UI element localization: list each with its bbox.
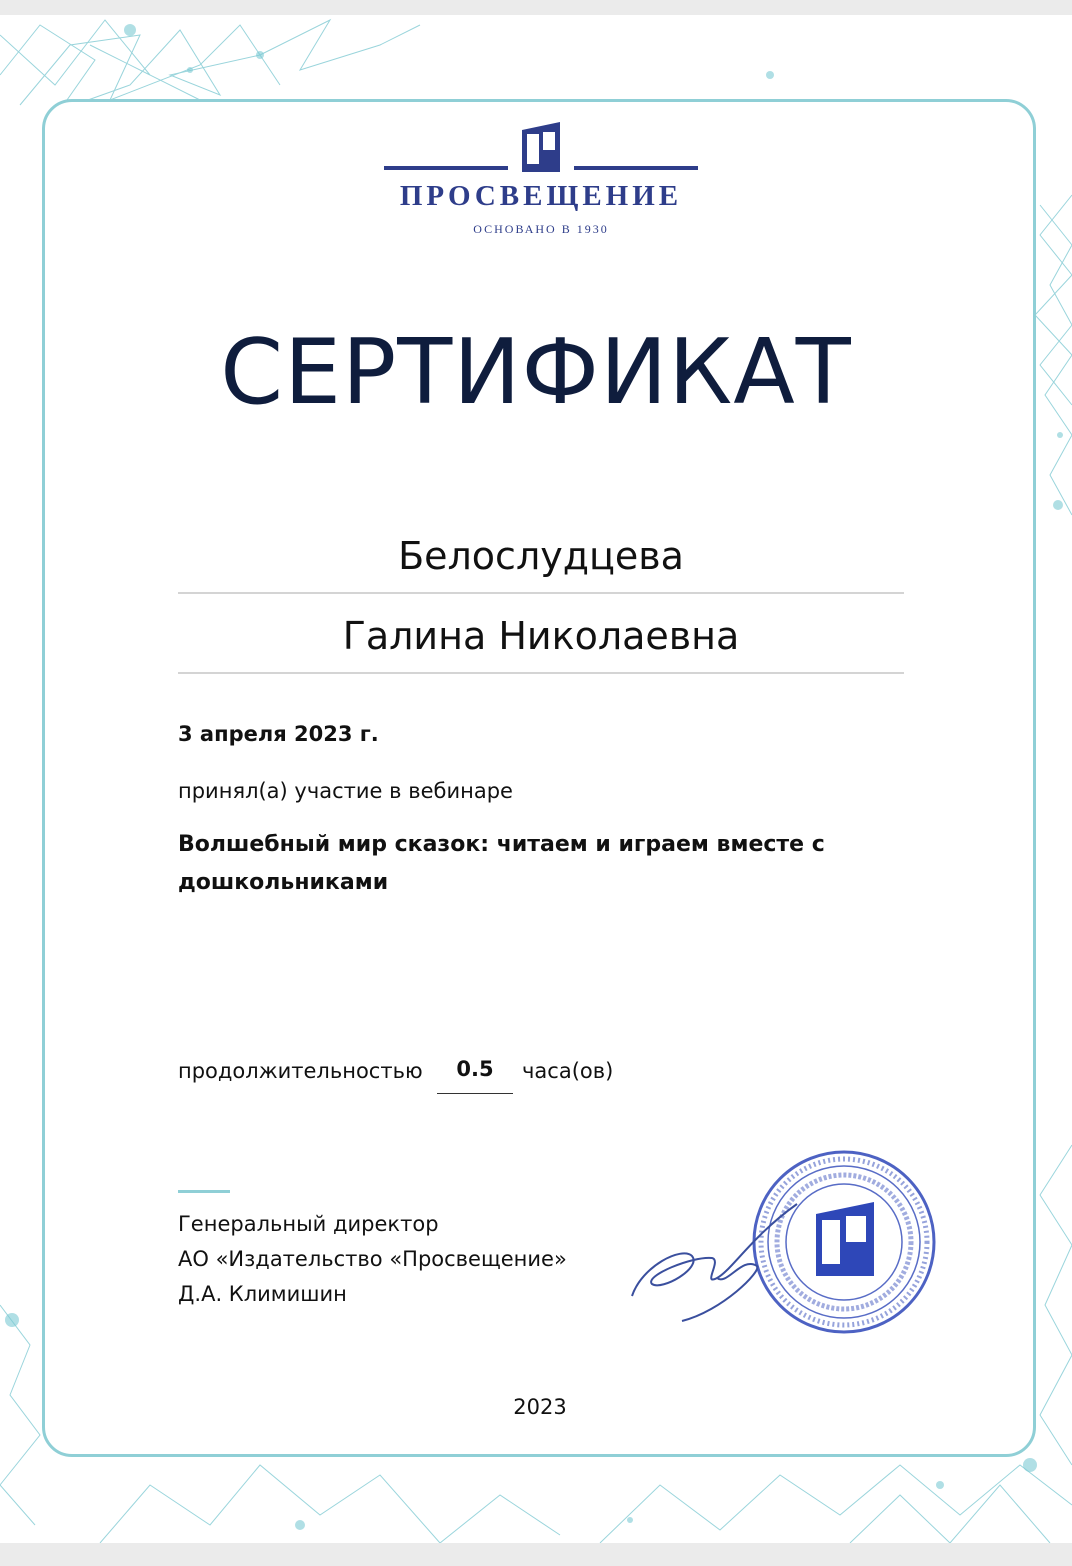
- certificate-year: 2023: [513, 1395, 567, 1419]
- certificate-title: СЕРТИФИКАТ: [220, 320, 852, 425]
- recipient-surname: Белослудцева: [178, 528, 904, 594]
- prosveshchenie-logo: [384, 110, 698, 240]
- logo-subtitle: ОСНОВАНО В 1930: [473, 222, 609, 236]
- duration-prefix: продолжительностью: [178, 1059, 423, 1083]
- signatory-position: Генеральный директор: [178, 1212, 439, 1236]
- webinar-title: Волшебный мир сказок: читаем и играем вместе с дошкольниками: [178, 832, 825, 895]
- certificate-date: 3 апреля 2023 г.: [178, 722, 379, 746]
- signatory-company: АО «Издательство «Просвещение»: [178, 1247, 567, 1271]
- signatory-name: Д.А. Климишин: [178, 1282, 347, 1306]
- logo-emblem-icon: [384, 110, 698, 180]
- signature-icon: [622, 1196, 802, 1326]
- recipient-given-names: Галина Николаевна: [178, 608, 904, 674]
- duration-suffix: часа(ов): [522, 1059, 614, 1083]
- participation-text: принял(а) участие в вебинаре: [178, 779, 513, 803]
- logo-name: ПРОСВЕЩЕНИЕ: [399, 180, 683, 212]
- accent-line: [178, 1190, 230, 1193]
- duration-value: 0.5: [437, 1057, 513, 1094]
